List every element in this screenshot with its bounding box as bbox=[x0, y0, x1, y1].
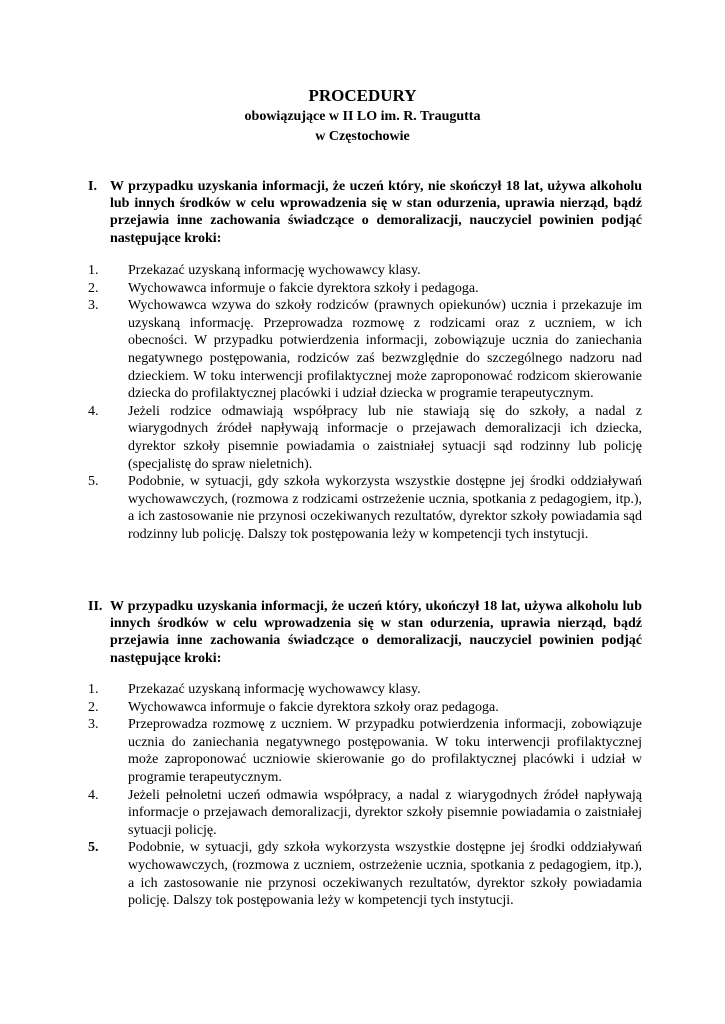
item-text: Wychowawca informuje o fakcie dyrektora szkoły oraz pedagoga. bbox=[128, 699, 499, 715]
item-number: 3. bbox=[88, 717, 99, 733]
document-subtitle: obowiązujące w II LO im. R. Traugutta bbox=[244, 109, 481, 124]
list-item bbox=[88, 716, 642, 786]
list-item bbox=[88, 280, 642, 298]
item-number: 4. bbox=[88, 403, 99, 419]
section-2-number: II. bbox=[88, 599, 103, 614]
document-title: PROCEDURY bbox=[308, 86, 417, 105]
item-text: Podobnie, w sytuacji, gdy szkoła wykorzysta wszystkie dostępne jej środki oddziaływań wychowawczych, (rozmowa z uczniem, ostrzeżenie ucznia, spotkania z pedagogiem, itp.), a ich zastosowanie nie przynosi oczekiwanych rezultatów, dyrektor szkoły powiadamia policję. Dalszy tok postępowania leży w kompetencji tych instytucji. bbox=[128, 840, 642, 909]
section-1-heading-text: W przypadku uzyskania informacji, że uczeń który, nie skończył 18 lat, używa alkoholu lub innych środków w celu wprowadzenia się w stan odurzenia, uprawia nierząd, bądź przejawia inne zachowania świadczące o demoralizacji, nauczyciel powinien podjąć następujące kroki: bbox=[110, 179, 642, 246]
item-text: Wychowawca informuje o fakcie dyrektora szkoły i pedagoga. bbox=[128, 280, 479, 296]
item-number: 1. bbox=[88, 682, 99, 697]
section-2-heading-text: W przypadku uzyskania informacji, że uczeń który, ukończył 18 lat, używa alkoholu lub innych środków w celu wprowadzenia się w stan odurzenia, uprawia nierząd, bądź przejawia inne zachowania świadczące o demoralizacji, nauczyciel powinien podjąć następujące kroki: bbox=[110, 599, 642, 666]
section-1-number: I. bbox=[88, 179, 97, 194]
document-location: w Częstochowie bbox=[315, 129, 410, 144]
item-text: Podobnie, w sytuacji, gdy szkoła wykorzysta wszystkie dostępne jej środki oddziaływań wychowawczych, (rozmowa z rodzicami ostrzeżenie ucznia, spotkania z pedagogiem, itp.), a ich zastosowanie nie przynosi oczekiwanych rezultatów, dyrektor szkoły powiadamia sąd rodzinny lub policję. Dalszy tok postępowania leży w kompetencji tych instytucji. bbox=[128, 474, 642, 542]
item-number: 1. bbox=[88, 263, 99, 278]
list-item bbox=[88, 681, 642, 699]
list-item bbox=[88, 699, 642, 717]
section-2-heading bbox=[88, 598, 642, 667]
item-number: 3. bbox=[88, 298, 99, 314]
item-number: 5. bbox=[88, 840, 99, 856]
item-text: Przeprowadza rozmowę z uczniem. W przypadku potwierdzenia informacji, zobowiązuje ucznia do zaniechania negatywnego postępowania. W toku interwencji profilaktycznej może zaproponować uczniowie skierowanie go do profilaktycznej placówki i udział w programie terapeutycznym. bbox=[128, 717, 642, 785]
item-text: Jeżeli pełnoletni uczeń odmawia współpracy, a nadal z wiarygodnych źródeł napływają informacje o przejawach demoralizacji, dyrektor szkoły pisemnie powiadamia o zaistniałej sytuacji policję. bbox=[128, 787, 642, 838]
section-2-list bbox=[88, 681, 642, 910]
list-item bbox=[88, 403, 642, 473]
item-text: Przekazać uzyskaną informację wychowawcy klasy. bbox=[128, 263, 421, 278]
list-item bbox=[88, 262, 642, 280]
item-text: Jeżeli rodzice odmawiają współpracy lub nie stawiają się do szkoły, a nadal z wiarygodnych źródeł napływają informacje o przejawach demoralizacji ich dziecka, dyrektor szkoły pisemnie powiadamia o zaistniałej sytuacji sąd rodzinny lub policję (specjalistę do spraw nieletnich). bbox=[128, 403, 642, 472]
section-2 bbox=[88, 598, 642, 667]
item-number: 5. bbox=[88, 474, 99, 490]
item-text: Przekazać uzyskaną informację wychowawcy klasy. bbox=[128, 682, 421, 697]
section-1-list bbox=[88, 262, 642, 544]
list-item bbox=[88, 297, 642, 403]
list-item bbox=[88, 787, 642, 840]
item-number: 2. bbox=[88, 699, 99, 715]
item-number: 2. bbox=[88, 280, 99, 296]
item-number: 4. bbox=[88, 787, 99, 803]
list-item bbox=[88, 839, 642, 909]
item-text: Wychowawca wzywa do szkoły rodziców (prawnych opiekunów) ucznia i przekazuje im uzyskaną informację. Przeprowadza rozmowę z rodzicami oraz z uczniem, w ich obecności. W przypadku potwierdzenia informacji, zobowiązuje ucznia do zaniechania negatywnego postępowania, rodziców zaś bezwzględnie do szczególnego nadzoru nad dzieckiem. W toku interwencji profilaktycznej może zaproponować rodzicom skierowanie dziecka do profilaktycznej placówki i udział dziecka w programie terapeutycznym. bbox=[128, 298, 642, 402]
section-1 bbox=[88, 178, 642, 247]
section-1-heading bbox=[88, 178, 642, 247]
list-item bbox=[88, 473, 642, 543]
